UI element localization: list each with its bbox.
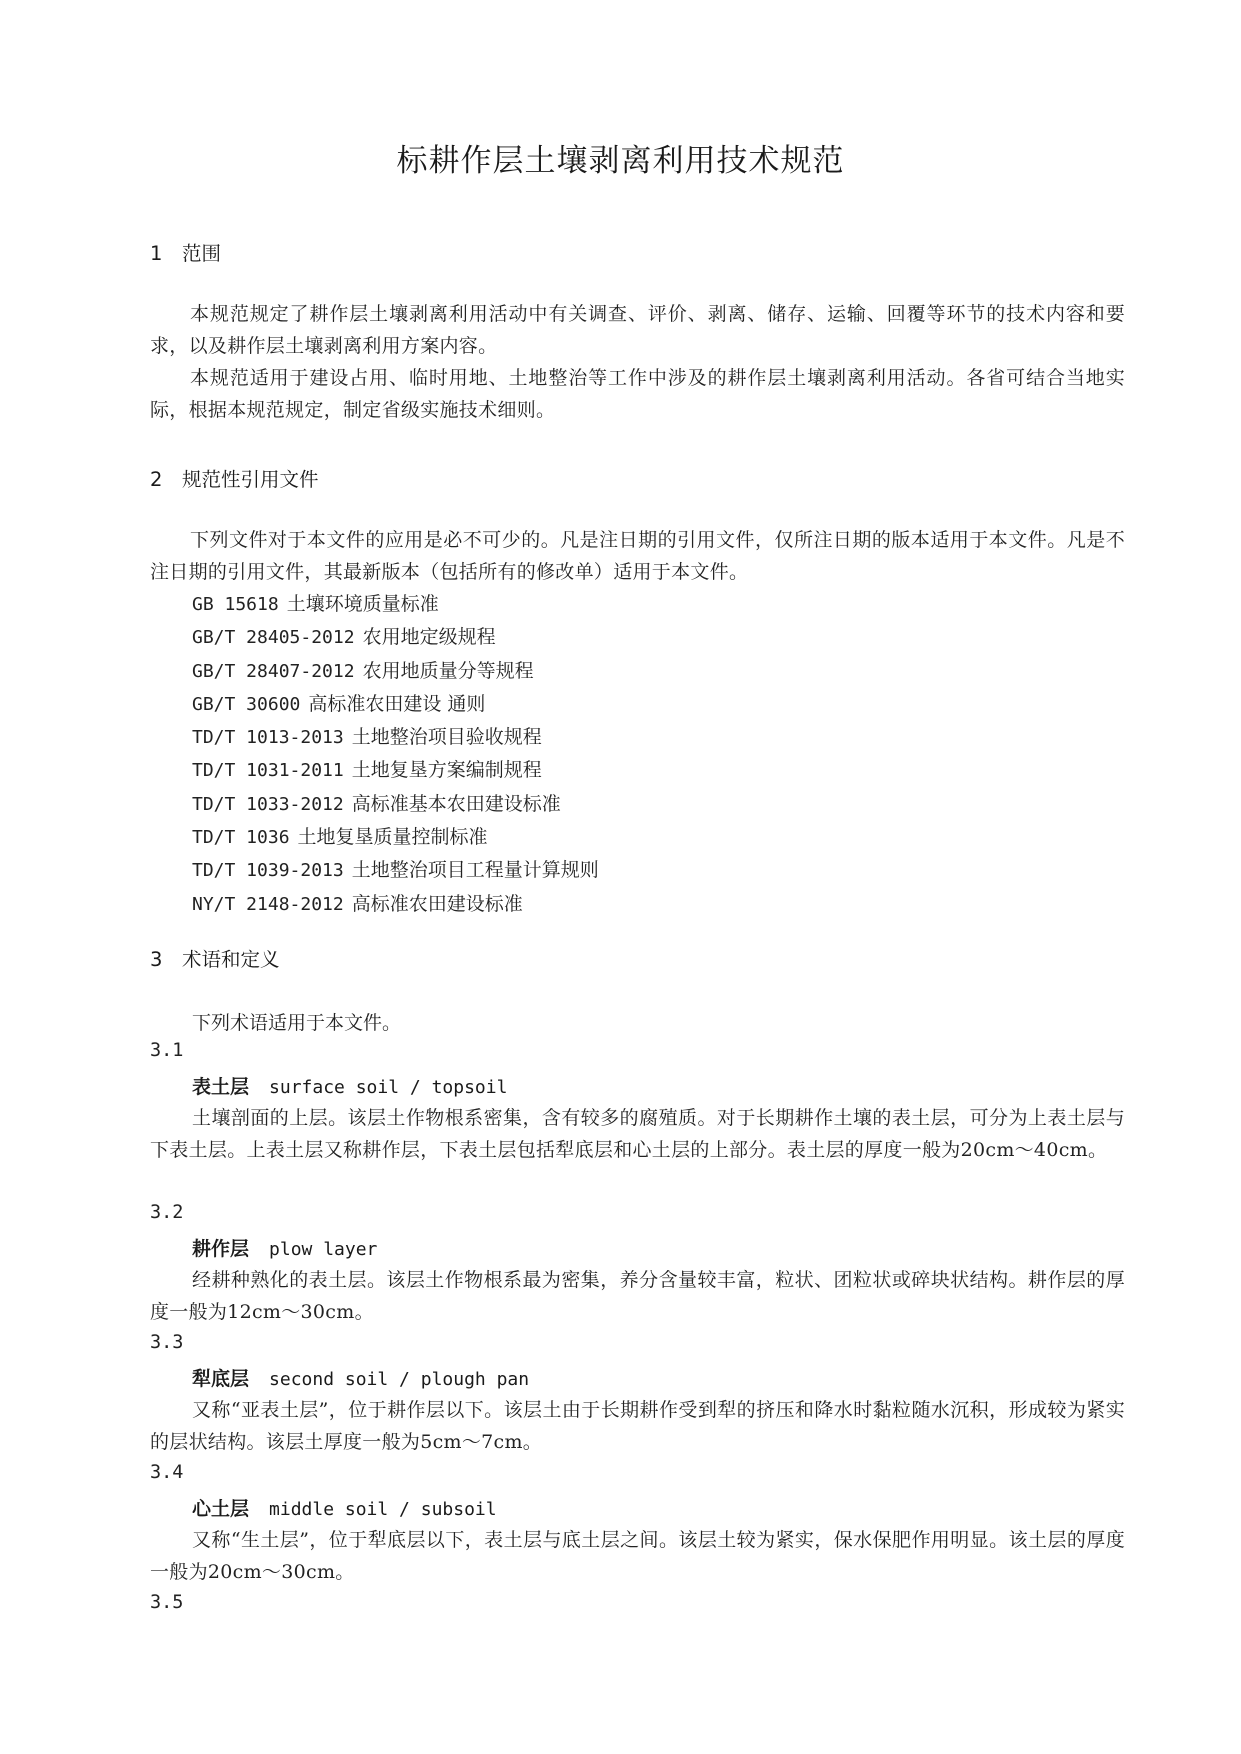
section-number: 2 xyxy=(150,468,163,491)
reference-name: 土地复垦方案编制规程 xyxy=(351,759,542,782)
reference-item xyxy=(192,821,599,854)
reference-name: 高标准农田建设标准 xyxy=(351,892,523,915)
term-number: 3.5 xyxy=(150,1592,184,1613)
term-heading xyxy=(192,1234,377,1261)
reference-item xyxy=(192,854,599,887)
section-2-intro: 下列文件对于本文件的应用是必不可少的。凡是注日期的引用文件，仅所注日期的版本适用于本文件。凡是不注日期的引用文件，其最新版本（包括所有的修改单）适用于本文件。 xyxy=(150,529,1125,583)
section-3-intro: 下列术语适用于本文件。 xyxy=(192,1012,402,1034)
term-english: surface soil / topsoil xyxy=(269,1077,508,1098)
reference-name: 高标准基本农田建设标准 xyxy=(351,792,561,815)
term-chinese: 耕作层 xyxy=(192,1238,250,1260)
section-title: 规范性引用文件 xyxy=(182,468,319,491)
reference-list xyxy=(192,588,599,921)
term-definition: 土壤剖面的上层。该层土作物根系密集，含有较多的腐殖质。对于长期耕作土壤的表土层，可分为上表土层与下表土层。上表土层又称耕作层，下表土层包括犁底层和心土层的上部分。表土层的厚度一般为20cm～40cm。 xyxy=(150,1107,1125,1161)
reference-name: 农用地质量分等规程 xyxy=(362,659,534,682)
term-number: 3.1 xyxy=(150,1040,184,1061)
term-english: plow layer xyxy=(269,1239,378,1260)
reference-item xyxy=(192,655,599,688)
section-1-paragraph-1: 本规范规定了耕作层土壤剥离利用活动中有关调查、评价、剥离、储存、运输、回覆等环节的技术内容和要求，以及耕作层土壤剥离利用方案内容。 xyxy=(150,303,1125,357)
term-definition: 经耕种熟化的表土层。该层土作物根系最为密集，养分含量较丰富，粒状、团粒状或碎块状结构。耕作层的厚度一般为12cm～30cm。 xyxy=(150,1269,1125,1323)
section-number: 1 xyxy=(150,242,163,265)
reference-item xyxy=(192,621,599,654)
reference-code: NY/T 2148-2012 xyxy=(192,893,344,915)
reference-item xyxy=(192,721,599,754)
reference-item xyxy=(192,888,599,921)
reference-name: 土地整治项目工程量计算规则 xyxy=(351,859,599,882)
reference-name: 土地复垦质量控制标准 xyxy=(297,826,488,849)
reference-name: 土壤环境质量标准 xyxy=(286,593,439,615)
section-number: 3 xyxy=(150,948,163,971)
section-2-heading xyxy=(150,464,319,492)
reference-item xyxy=(192,754,599,787)
term-number: 3.2 xyxy=(150,1202,184,1223)
reference-item xyxy=(192,788,599,821)
reference-item xyxy=(192,688,599,721)
term-definition: 又称“亚表土层”，位于耕作层以下。该层土由于长期耕作受到犁的挤压和降水时黏粒随水沉积，形成较为紧实的层状结构。该层土厚度一般为5cm～7cm。 xyxy=(150,1399,1125,1453)
reference-code: GB/T 28407-2012 xyxy=(192,660,355,682)
reference-code: GB 15618 xyxy=(192,594,279,615)
reference-name: 高标准农田建设 通则 xyxy=(308,692,486,715)
term-chinese: 表土层 xyxy=(192,1076,250,1098)
term-number: 3.4 xyxy=(150,1462,184,1483)
term-english: second soil / plough pan xyxy=(269,1369,530,1390)
reference-code: TD/T 1033-2012 xyxy=(192,793,344,815)
section-3-heading xyxy=(150,944,280,972)
term-chinese: 犁底层 xyxy=(192,1368,250,1390)
term-english: middle soil / subsoil xyxy=(269,1499,497,1520)
term-number: 3.3 xyxy=(150,1332,184,1353)
document-title: 标耕作层土壤剥离利用技术规范 xyxy=(396,143,845,179)
section-title: 术语和定义 xyxy=(182,948,280,971)
term-heading xyxy=(192,1364,529,1391)
reference-name: 土地整治项目验收规程 xyxy=(351,726,542,749)
section-1-paragraph-2: 本规范适用于建设占用、临时用地、土地整治等工作中涉及的耕作层土壤剥离利用活动。各省可结合当地实际，根据本规范规定，制定省级实施技术细则。 xyxy=(150,367,1125,421)
term-heading xyxy=(192,1072,507,1099)
reference-code: TD/T 1031-2011 xyxy=(192,760,344,782)
reference-code: GB/T 28405-2012 xyxy=(192,627,355,649)
term-heading xyxy=(192,1494,497,1521)
term-definition: 又称“生土层”，位于犁底层以下，表土层与底土层之间。该层土较为紧实，保水保肥作用明显。该土层的厚度一般为20cm～30cm。 xyxy=(150,1529,1125,1583)
reference-code: TD/T 1036 xyxy=(192,827,290,849)
reference-name: 农用地定级规程 xyxy=(362,626,496,649)
reference-item xyxy=(192,588,599,621)
reference-code: TD/T 1013-2013 xyxy=(192,727,344,749)
reference-code: TD/T 1039-2013 xyxy=(192,860,344,882)
term-chinese: 心土层 xyxy=(192,1498,250,1520)
section-title: 范围 xyxy=(182,242,222,265)
section-1-heading xyxy=(150,238,221,266)
reference-code: GB/T 30600 xyxy=(192,693,301,715)
